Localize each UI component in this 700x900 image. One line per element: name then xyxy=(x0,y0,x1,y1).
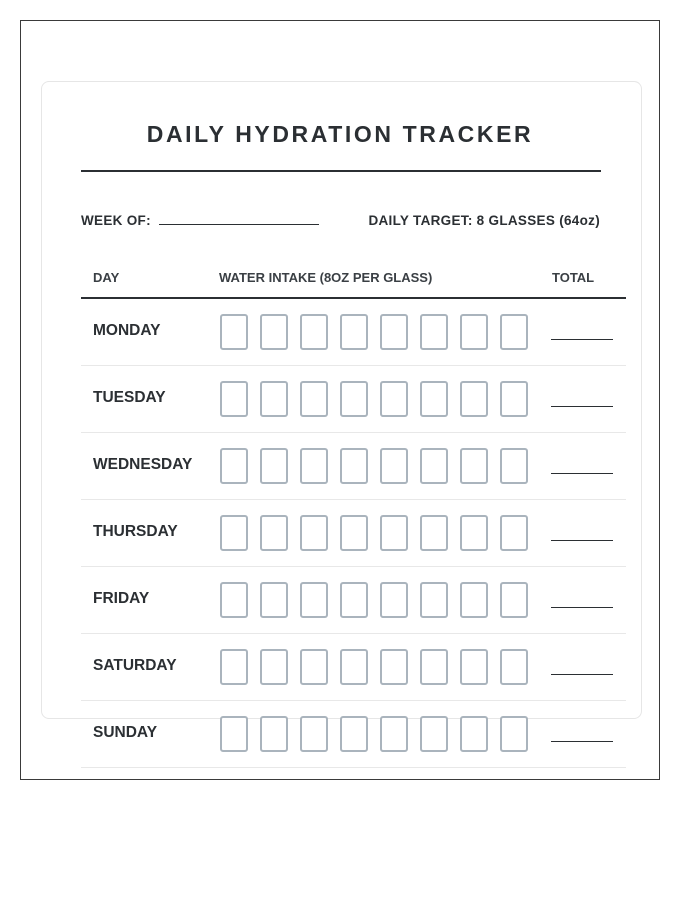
glass-checkbox[interactable] xyxy=(380,314,408,350)
glass-checkbox[interactable] xyxy=(300,716,328,752)
glass-checkbox[interactable] xyxy=(260,448,288,484)
glass-checkbox[interactable] xyxy=(500,381,528,417)
total-input-line[interactable] xyxy=(551,741,613,742)
glass-checkbox[interactable] xyxy=(500,515,528,551)
glass-checkbox[interactable] xyxy=(220,716,248,752)
table-row xyxy=(81,701,626,768)
total-input-line[interactable] xyxy=(551,540,613,541)
glass-checkbox[interactable] xyxy=(300,381,328,417)
glass-checkbox[interactable] xyxy=(380,649,408,685)
glass-checkbox[interactable] xyxy=(420,314,448,350)
page-title: DAILY HYDRATION TRACKER xyxy=(146,121,534,147)
table-body xyxy=(81,299,626,768)
glass-checkbox[interactable] xyxy=(300,582,328,618)
glass-checkbox[interactable] xyxy=(460,448,488,484)
glass-checkbox[interactable] xyxy=(460,649,488,685)
table-row xyxy=(81,634,626,701)
glass-checkbox[interactable] xyxy=(380,716,408,752)
glass-checkbox[interactable] xyxy=(300,314,328,350)
glass-checkbox[interactable] xyxy=(380,582,408,618)
glass-checkbox[interactable] xyxy=(340,582,368,618)
table-row xyxy=(81,500,626,567)
day-label: SATURDAY xyxy=(93,657,177,674)
glass-checkbox[interactable] xyxy=(340,448,368,484)
glass-checkbox[interactable] xyxy=(260,314,288,350)
tracker-sheet xyxy=(20,20,660,780)
glass-checkbox[interactable] xyxy=(420,515,448,551)
glass-checkbox[interactable] xyxy=(220,314,248,350)
table-row xyxy=(81,433,626,500)
glass-checkbox[interactable] xyxy=(460,381,488,417)
glass-checkbox[interactable] xyxy=(340,515,368,551)
glass-checkbox[interactable] xyxy=(340,716,368,752)
glass-checkbox[interactable] xyxy=(340,381,368,417)
column-header-intake: WATER INTAKE (8OZ PER GLASS) xyxy=(219,270,433,285)
daily-target: DAILY TARGET: 8 GLASSES (64oz) xyxy=(368,213,600,228)
glass-checkbox[interactable] xyxy=(260,582,288,618)
glass-checkbox[interactable] xyxy=(500,649,528,685)
glass-checkbox[interactable] xyxy=(300,448,328,484)
tracker-table xyxy=(81,261,626,768)
week-of-label: WEEK OF: xyxy=(81,213,151,228)
glass-checkbox[interactable] xyxy=(460,515,488,551)
glass-checkbox[interactable] xyxy=(500,314,528,350)
total-input-line[interactable] xyxy=(551,674,613,675)
glass-checkbox[interactable] xyxy=(340,314,368,350)
glass-checkbox[interactable] xyxy=(220,649,248,685)
total-input-line[interactable] xyxy=(551,339,613,340)
glass-checkbox[interactable] xyxy=(500,582,528,618)
total-input-line[interactable] xyxy=(551,406,613,407)
glass-checkbox[interactable] xyxy=(460,314,488,350)
glass-checkbox[interactable] xyxy=(260,716,288,752)
glass-checkbox[interactable] xyxy=(260,515,288,551)
glass-checkbox[interactable] xyxy=(500,448,528,484)
glass-checkbox[interactable] xyxy=(300,515,328,551)
glass-checkbox[interactable] xyxy=(460,716,488,752)
week-of-input-line[interactable] xyxy=(159,213,319,225)
day-label: THURSDAY xyxy=(93,523,178,540)
glass-checkbox[interactable] xyxy=(260,649,288,685)
glass-checkbox[interactable] xyxy=(340,649,368,685)
table-row xyxy=(81,366,626,433)
glass-checkbox[interactable] xyxy=(420,381,448,417)
total-input-line[interactable] xyxy=(551,473,613,474)
day-label: MONDAY xyxy=(93,322,161,339)
glass-checkbox[interactable] xyxy=(420,649,448,685)
table-header xyxy=(81,261,626,299)
glass-checkbox[interactable] xyxy=(420,582,448,618)
day-label: WEDNESDAY xyxy=(93,456,193,473)
glass-checkbox[interactable] xyxy=(220,515,248,551)
day-label: FRIDAY xyxy=(93,590,150,607)
day-label: SUNDAY xyxy=(93,724,158,741)
glass-checkbox[interactable] xyxy=(420,448,448,484)
table-row xyxy=(81,299,626,366)
glass-checkbox[interactable] xyxy=(220,582,248,618)
glass-checkbox[interactable] xyxy=(260,381,288,417)
glass-checkbox[interactable] xyxy=(460,582,488,618)
total-input-line[interactable] xyxy=(551,607,613,608)
glass-checkbox[interactable] xyxy=(380,515,408,551)
column-header-total: TOTAL xyxy=(552,270,595,285)
column-header-day: DAY xyxy=(93,270,120,285)
week-of-field xyxy=(81,213,319,228)
glass-checkbox[interactable] xyxy=(220,448,248,484)
glass-checkbox[interactable] xyxy=(420,716,448,752)
day-label: TUESDAY xyxy=(93,389,166,406)
glass-checkbox[interactable] xyxy=(220,381,248,417)
table-row xyxy=(81,567,626,634)
glass-checkbox[interactable] xyxy=(380,381,408,417)
title-divider xyxy=(81,170,601,172)
glass-checkbox[interactable] xyxy=(500,716,528,752)
glass-checkbox[interactable] xyxy=(380,448,408,484)
glass-checkbox[interactable] xyxy=(300,649,328,685)
